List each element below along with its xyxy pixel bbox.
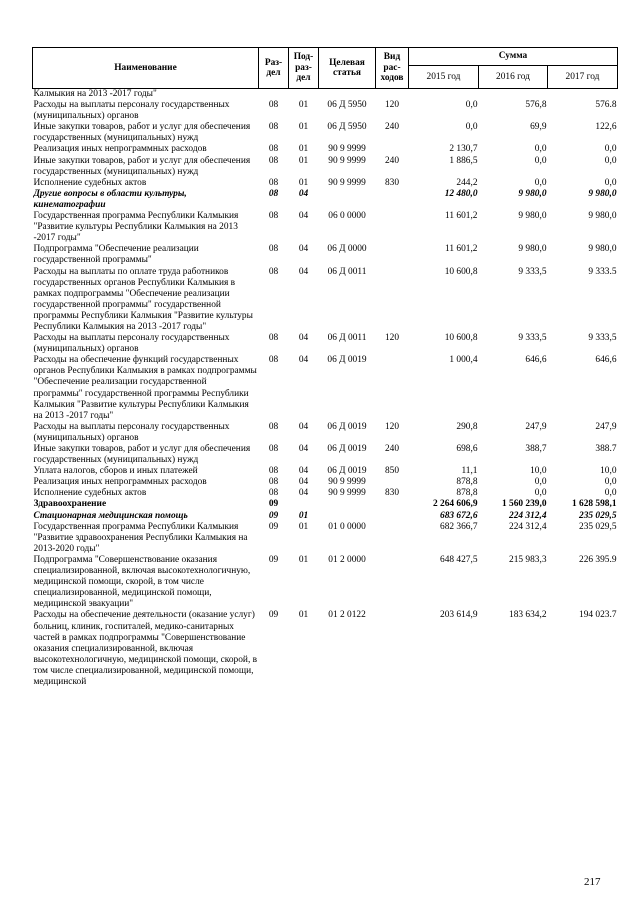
cell-kind	[376, 610, 409, 688]
cell-2015: 290,8	[456, 421, 478, 432]
cell-subsection: 01	[298, 122, 309, 133]
cell-2015: 11 601,2	[445, 244, 478, 255]
cell-2017: 9 333,5	[588, 333, 617, 344]
table-row	[33, 355, 618, 422]
cell-kind: 120	[384, 421, 400, 432]
cell-article: 06 Д 0019	[327, 444, 367, 454]
table-row	[33, 100, 618, 122]
table-body	[33, 89, 618, 689]
budget-table	[32, 47, 618, 688]
cell-subsection: 01	[298, 554, 309, 565]
cell-kind	[376, 355, 409, 422]
cell-section: 08	[268, 266, 279, 277]
cell-name: Иные закупки товаров, работ и услуг для обеспечения государственных (муниципальных) нужд	[33, 122, 251, 144]
cell-section: 09	[268, 554, 279, 565]
cell-article	[319, 189, 376, 211]
cell-name: Калмыкия на 2013 -2017 годы"	[33, 89, 157, 99]
table-row	[33, 178, 618, 189]
cell-name: Государственная программа Республики Калмыкия "Развитие культуры Республики Калмыкия на 2013 -2017 годы"	[33, 211, 239, 244]
table-row	[33, 333, 618, 355]
cell-name: Другие вопросы в области культуры, кинематографии	[33, 188, 187, 210]
cell-2016: 9 980,0	[518, 244, 547, 255]
cell-section: 08	[268, 155, 279, 166]
cell-2015: 682 366,7	[440, 521, 478, 532]
cell-2017: 9 980,0	[588, 244, 617, 255]
cell-kind	[376, 511, 409, 522]
cell-article: 90 9 9999	[328, 488, 366, 499]
table-row	[33, 511, 618, 522]
cell-section: 09	[268, 510, 279, 521]
table-row	[33, 89, 618, 101]
cell-kind: 120	[384, 100, 400, 111]
cell-2016: 0,0	[534, 488, 547, 499]
cell-2016: 10,0	[530, 466, 547, 477]
header-2015: 2015 год	[409, 66, 479, 89]
cell-name: Расходы на выплаты персоналу государственных (муниципальных) органов	[33, 333, 230, 355]
cell-2016: 9 333,5	[518, 266, 547, 277]
cell-kind	[376, 211, 409, 244]
cell-article: 90 9 9999	[328, 177, 366, 188]
cell-section: 09	[268, 521, 279, 532]
cell-section: 08	[268, 122, 279, 133]
cell-2017: 235 029,5	[579, 521, 617, 532]
cell-subsection: 04	[298, 477, 309, 488]
cell-name: Расходы на выплаты по оплате труда работников государственных органов Республики Калмыкия в рамках подпрограммы "Обеспечение реализации государственной программы" государственной программы Республики Калмыкия "Развитие культуры Республики Калмыкия на 2013 -2017 годы"	[33, 266, 253, 332]
cell-article: 06 Д 0019	[327, 466, 367, 477]
cell-2017: 226 395.9	[579, 554, 617, 565]
cell-2015: 683 672,6	[440, 510, 478, 521]
cell-2016: 9 980,0	[518, 188, 547, 199]
cell-section: 08	[268, 444, 279, 454]
cell-2015: 203 614,9	[440, 610, 478, 621]
cell-2017	[548, 89, 618, 101]
cell-name: Реализация иных непрограммных расходов	[33, 144, 207, 155]
cell-2017: 0,0	[604, 144, 617, 155]
cell-article: 06 Д 0019	[327, 355, 367, 366]
cell-kind: 850	[384, 466, 400, 477]
cell-2016: 69,9	[530, 122, 547, 133]
cell-2017: 0,0	[604, 155, 617, 166]
cell-2015: 648 427,5	[440, 554, 478, 565]
cell-subsection: 04	[298, 488, 309, 499]
cell-article: 06 0 0000	[328, 211, 366, 222]
cell-kind: 240	[384, 444, 400, 454]
cell-2017: 9 980,0	[588, 211, 617, 222]
table-row	[33, 488, 618, 499]
cell-2015: 0,0	[465, 100, 478, 111]
table-header	[33, 48, 618, 89]
cell-section: 08	[268, 144, 279, 155]
cell-2015: 2 264 606,9	[432, 499, 478, 510]
cell-article	[319, 499, 376, 510]
cell-kind: 240	[384, 155, 400, 166]
header-section: Раз- дел	[259, 48, 289, 89]
header-kind: Вид рас- ходов	[376, 48, 409, 89]
cell-name: Иные закупки товаров, работ и услуг для обеспечения государственных (муниципальных) нужд	[33, 444, 251, 466]
cell-2017: 122,6	[595, 122, 617, 133]
cell-2017: 576.8	[595, 100, 617, 111]
cell-name: Расходы на обеспечение деятельности (оказание услуг) больниц, клиник, госпиталей, медико-санитарных частей в рамках подпрограммы "Совершенствование оказания специализированной, включая высокотехнологичную, медицинской помощи, скорой, в том числе специализированной, медицинской помощи, медицинской	[33, 610, 258, 687]
cell-name: Здравоохранение	[33, 499, 107, 510]
cell-article: 01 2 0000	[328, 554, 366, 565]
header-subsection: Под- раз- дел	[289, 48, 319, 89]
cell-kind	[376, 267, 409, 334]
cell-2016: 0,0	[534, 155, 547, 166]
cell-subsection	[289, 499, 319, 510]
cell-2015: 878,8	[456, 477, 478, 488]
cell-article	[319, 511, 376, 522]
cell-2015: 0,0	[465, 122, 478, 133]
cell-2016: 9 333,5	[518, 333, 547, 344]
cell-2015: 244,2	[456, 177, 478, 188]
table-row	[33, 555, 618, 610]
cell-2017: 0,0	[604, 477, 617, 488]
cell-2016: 388,7	[525, 444, 547, 454]
cell-2017: 1 628 598,1	[571, 499, 617, 510]
cell-2017: 9 980,0	[588, 188, 617, 199]
cell-2015: 11,1	[461, 466, 478, 477]
cell-name: Стационарная медицинская помощь	[33, 510, 188, 521]
cell-name: Государственная программа Республики Калмыкия "Развитие здравоохранения Республики Калмыкия на 2013-2020 годы"	[33, 521, 248, 554]
cell-kind	[376, 477, 409, 488]
table-row	[33, 144, 618, 155]
cell-2016: 0,0	[534, 477, 547, 488]
cell-name: Расходы на выплаты персоналу государственных (муниципальных) органов	[33, 100, 230, 122]
cell-2017: 646,6	[595, 355, 617, 366]
cell-2016: 0,0	[534, 144, 547, 155]
table-row	[33, 122, 618, 144]
cell-article: 90 9 9999	[328, 477, 366, 488]
cell-section: 08	[268, 488, 279, 499]
cell-2017: 388.7	[595, 444, 617, 454]
cell-kind: 830	[384, 488, 400, 499]
cell-2015	[409, 89, 479, 101]
table-row	[33, 466, 618, 477]
table-row	[33, 444, 618, 466]
cell-section: 08	[268, 355, 279, 366]
cell-2016: 224 312,4	[509, 521, 547, 532]
cell-kind	[376, 144, 409, 155]
table-row	[33, 499, 618, 510]
cell-2015: 12 480,0	[444, 188, 478, 199]
cell-kind: 830	[384, 177, 400, 188]
table-row	[33, 522, 618, 555]
table-row	[33, 244, 618, 266]
cell-kind	[376, 189, 409, 211]
cell-subsection: 04	[298, 444, 309, 454]
cell-2016: 183 634,2	[509, 610, 547, 621]
cell-article: 90 9 9999	[328, 144, 366, 155]
cell-section: 08	[268, 211, 279, 222]
cell-2015: 698,6	[456, 444, 478, 454]
header-name: Наименование	[33, 48, 259, 89]
cell-subsection: 04	[298, 244, 309, 255]
cell-section: 08	[268, 177, 279, 188]
cell-name: Расходы на выплаты персоналу государственных (муниципальных) органов	[33, 421, 230, 443]
cell-kind	[376, 522, 409, 555]
cell-subsection: 04	[298, 466, 309, 477]
cell-2016: 215 983,3	[509, 554, 547, 565]
cell-kind	[376, 555, 409, 610]
cell-2016: 9 980,0	[518, 211, 547, 222]
table-row	[33, 610, 618, 688]
cell-subsection: 01	[298, 177, 309, 188]
cell-article: 06 Д 5950	[327, 122, 367, 133]
cell-2017: 194 023.7	[579, 610, 617, 621]
cell-name: Реализация иных непрограммных расходов	[33, 477, 207, 488]
cell-section: 08	[268, 244, 279, 255]
cell-article: 06 Д 0011	[327, 333, 367, 344]
cell-kind: 240	[384, 122, 400, 133]
cell-2016: 646,6	[525, 355, 547, 366]
cell-subsection: 01	[298, 144, 309, 155]
table-row	[33, 189, 618, 211]
cell-article	[319, 89, 376, 101]
cell-section	[259, 89, 289, 101]
cell-2016: 224 312,4	[509, 510, 547, 521]
cell-2017: 0,0	[604, 488, 617, 499]
cell-2016: 247,9	[525, 421, 547, 432]
cell-name: Подпрограмма "Совершенствование оказания специализированной, включая высокотехнологичную, медицинской помощи, скорой, в том числе специализированной, медицинской помощи, медицинской эвакуации"	[33, 554, 251, 610]
cell-name: Расходы на обеспечение функций государственных органов Республики Калмыкия в рамках подпрограммы "Обеспечение реализации государственной программы" государственной программы Республики Калмыкия "Развитие культуры Республики Калмыкия на 2013 -2017 годы"	[33, 355, 257, 421]
cell-article: 90 9 9999	[328, 155, 366, 166]
cell-article: 01 2 0122	[328, 610, 366, 621]
cell-section: 08	[268, 421, 279, 432]
cell-article: 06 Д 5950	[327, 100, 367, 111]
cell-name: Уплата налогов, сборов и иных платежей	[33, 466, 198, 477]
cell-2016	[479, 89, 548, 101]
cell-subsection: 04	[298, 188, 309, 199]
cell-section: 09	[268, 499, 279, 510]
cell-subsection	[289, 89, 319, 101]
cell-2017: 247,9	[595, 421, 617, 432]
cell-subsection: 04	[298, 333, 309, 344]
cell-kind	[376, 89, 409, 101]
table-row	[33, 156, 618, 178]
cell-2015: 1 886,5	[449, 155, 478, 166]
cell-kind	[376, 499, 409, 510]
cell-2016: 1 560 239,0	[501, 499, 547, 510]
cell-section: 08	[268, 188, 279, 199]
cell-section: 08	[268, 100, 279, 111]
cell-2015: 2 130,7	[449, 144, 478, 155]
cell-2015: 878,8	[456, 488, 478, 499]
cell-kind	[376, 244, 409, 266]
cell-2017: 10,0	[600, 466, 617, 477]
header-2017: 2017 год	[548, 66, 618, 89]
cell-subsection: 01	[298, 100, 309, 111]
cell-kind: 120	[384, 333, 400, 344]
cell-subsection: 04	[298, 211, 309, 222]
cell-article: 01 0 0000	[328, 521, 366, 532]
cell-subsection: 01	[298, 155, 309, 166]
cell-subsection: 04	[298, 421, 309, 432]
cell-subsection: 01	[298, 610, 309, 621]
page-number: 217	[584, 876, 601, 888]
cell-2016: 0,0	[534, 177, 547, 188]
cell-2015: 10 600,8	[444, 266, 478, 277]
cell-2015: 11 601,2	[445, 211, 478, 222]
cell-subsection: 04	[298, 355, 309, 366]
cell-name: Исполнение судебных актов	[33, 488, 147, 499]
cell-2015: 10 600,8	[444, 333, 478, 344]
cell-article: 06 Д 0000	[327, 244, 367, 255]
cell-article: 06 Д 0019	[327, 421, 367, 432]
cell-2015: 1 000,4	[449, 355, 478, 366]
cell-article: 06 Д 0011	[327, 266, 367, 277]
header-2016: 2016 год	[479, 66, 548, 89]
cell-section: 08	[268, 466, 279, 477]
table-row	[33, 477, 618, 488]
cell-name: Исполнение судебных актов	[33, 177, 147, 188]
cell-section: 08	[268, 333, 279, 344]
cell-name: Подпрограмма "Обеспечение реализации государственной программы"	[33, 244, 199, 266]
cell-section: 08	[268, 477, 279, 488]
header-sum: Сумма	[409, 48, 618, 66]
table-row	[33, 211, 618, 244]
header-article: Целевая статья	[319, 48, 376, 89]
cell-2016: 576,8	[525, 100, 547, 111]
cell-2017: 0,0	[604, 177, 617, 188]
cell-2017: 9 333.5	[588, 266, 617, 277]
cell-name: Иные закупки товаров, работ и услуг для обеспечения государственных (муниципальных) нужд	[33, 155, 251, 177]
table-row	[33, 267, 618, 334]
cell-2017: 235 029,5	[579, 510, 617, 521]
cell-subsection: 01	[298, 510, 309, 521]
cell-section: 09	[268, 610, 279, 621]
cell-subsection: 01	[298, 521, 309, 532]
cell-subsection: 04	[298, 266, 309, 277]
table-row	[33, 422, 618, 444]
